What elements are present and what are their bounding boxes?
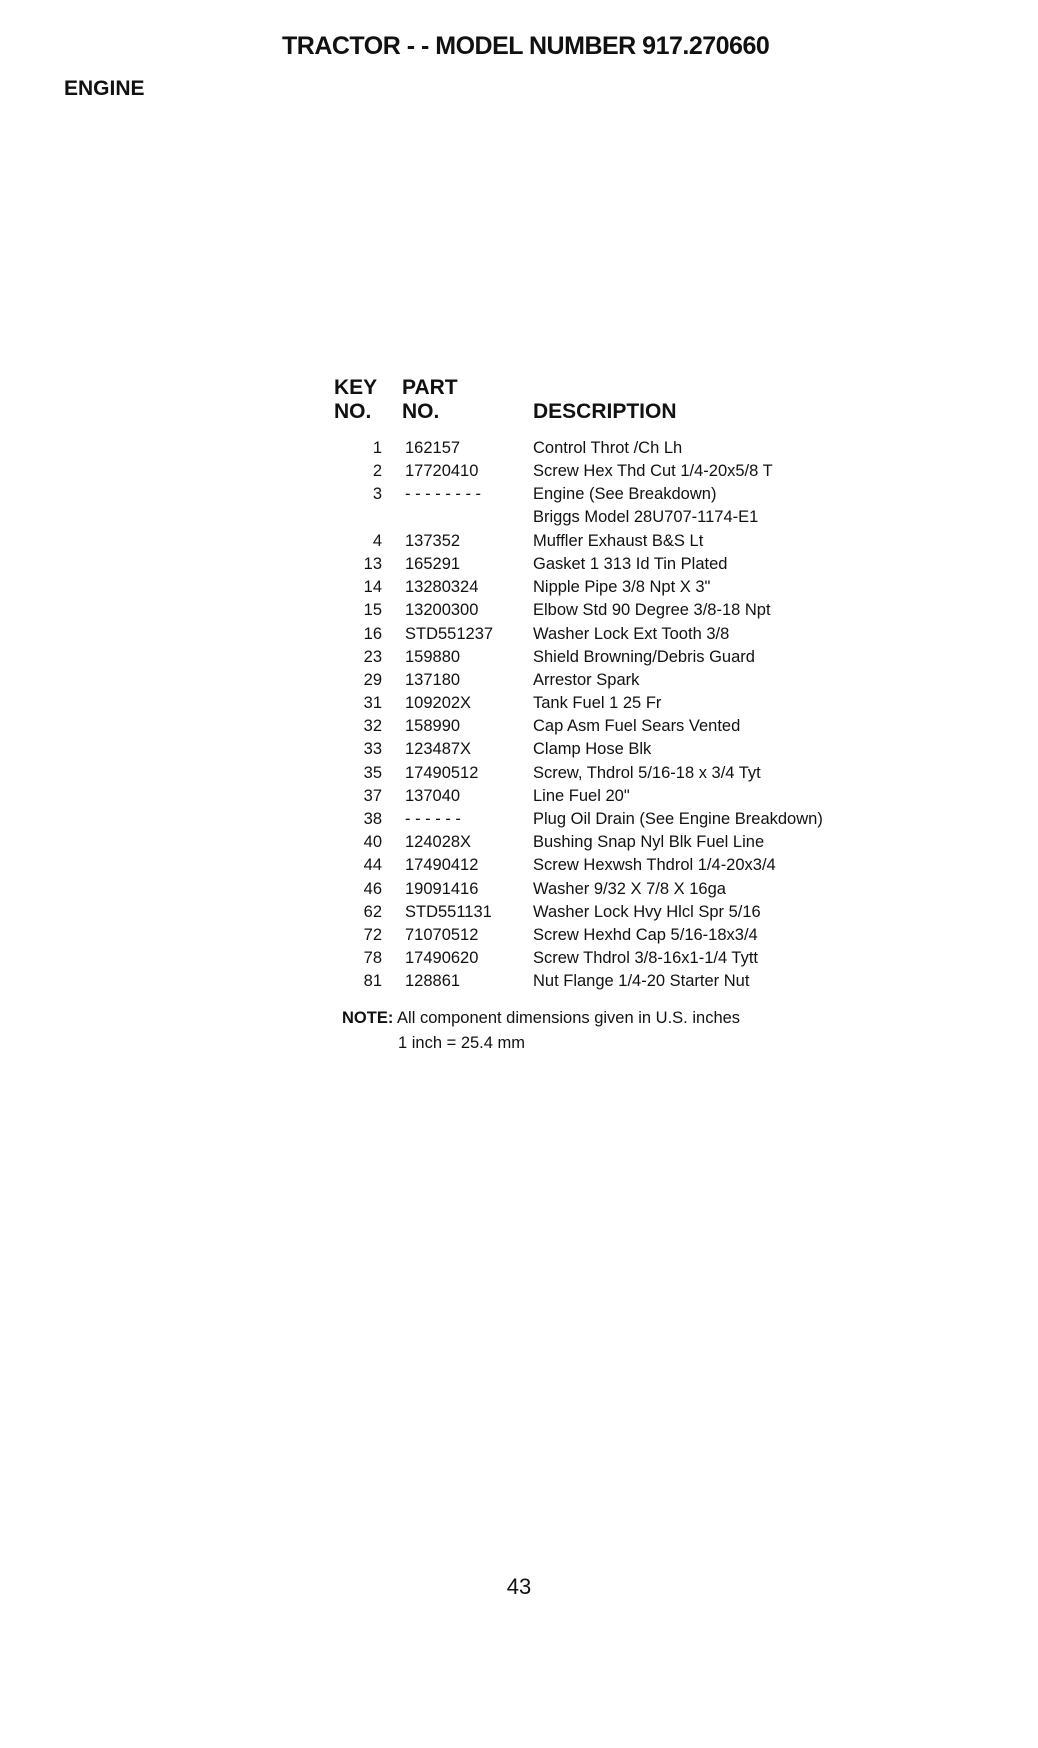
part-number: 71070512 — [405, 925, 479, 944]
part-description-text: Washer Lock Hvy Hlcl Spr 5/16 — [533, 902, 761, 921]
part-description-text: Clamp Hose Blk — [533, 740, 652, 759]
part-number: 17490620 — [405, 949, 479, 968]
part-row — [0, 831, 1038, 854]
part-number: 17490512 — [405, 763, 479, 782]
key-number: 15 — [363, 601, 382, 620]
column-header-key-line1: KEY — [334, 376, 378, 399]
part-row — [0, 901, 1038, 924]
part-row — [0, 483, 1038, 529]
part-description — [533, 854, 776, 877]
column-header-part-line1: PART — [402, 376, 458, 399]
part-description-text: Plug Oil Drain (See Engine Breakdown) — [533, 810, 823, 829]
part-description — [533, 947, 758, 970]
part-row — [0, 460, 1038, 483]
part-description — [533, 924, 758, 947]
part-description — [533, 808, 823, 831]
part-description — [533, 669, 639, 692]
key-number: 16 — [363, 624, 382, 643]
part-number: 13280324 — [405, 578, 479, 597]
part-number: 123487X — [405, 740, 472, 759]
part-description — [533, 460, 773, 483]
part-number: 159880 — [405, 647, 461, 666]
key-number: 81 — [363, 972, 382, 991]
part-number: 162157 — [405, 439, 461, 457]
part-description — [533, 738, 651, 761]
part-number: 109202X — [405, 694, 472, 713]
part-row — [0, 738, 1038, 761]
part-description-text: Screw Hex Thd Cut 1/4-20x5/8 T — [533, 462, 773, 481]
part-description-text: Engine (See Breakdown) — [533, 485, 717, 504]
part-row — [0, 715, 1038, 738]
part-description-text: Screw Hexwsh Thdrol 1/4-20x3/4 — [533, 856, 776, 875]
key-number: 40 — [363, 833, 382, 852]
key-number: 78 — [363, 949, 382, 968]
key-number: 46 — [363, 879, 382, 898]
note-text: All component dimensions given in U.S. inches — [397, 1009, 741, 1027]
part-description — [533, 553, 727, 576]
note-conversion: 1 inch = 25.4 mm — [398, 1034, 526, 1052]
part-number: 124028X — [405, 833, 472, 852]
part-description — [533, 785, 630, 808]
part-number: STD551237 — [405, 624, 494, 643]
part-description — [533, 831, 764, 854]
part-number: 17720410 — [405, 462, 479, 481]
column-header-key-line2: NO. — [334, 400, 372, 423]
part-row — [0, 970, 1038, 993]
page-title: TRACTOR - - MODEL NUMBER 917.270660 — [282, 32, 770, 60]
key-number: 23 — [363, 647, 382, 666]
key-number: 4 — [372, 531, 382, 550]
part-description — [533, 530, 703, 553]
part-number: 158990 — [405, 717, 461, 736]
part-row — [0, 437, 1038, 460]
part-description — [533, 483, 758, 529]
part-number: 128861 — [405, 972, 461, 991]
part-row — [0, 646, 1038, 669]
key-number: 1 — [372, 439, 382, 457]
column-header-part-no — [402, 376, 458, 424]
part-description — [533, 715, 740, 738]
part-description-text: Gasket 1 313 Id Tin Plated — [533, 554, 728, 573]
part-description-text: Washer 9/32 X 7/8 X 16ga — [533, 879, 726, 898]
part-description — [533, 970, 749, 993]
note — [342, 1006, 740, 1030]
part-description-text: Muffler Exhaust B&S Lt — [533, 531, 704, 550]
page-number: 43 — [506, 1574, 532, 1599]
part-description-text: Nipple Pipe 3/8 Npt X 3" — [533, 578, 711, 597]
key-number: 13 — [363, 554, 382, 573]
part-row — [0, 762, 1038, 785]
part-description — [533, 576, 710, 599]
part-description — [533, 437, 682, 460]
part-row — [0, 669, 1038, 692]
part-description-text: Tank Fuel 1 25 Fr — [533, 694, 662, 713]
part-description-text: Screw Hexhd Cap 5/16-18x3/4 — [533, 925, 758, 944]
key-number: 3 — [372, 485, 382, 504]
part-number: 17490412 — [405, 856, 479, 875]
part-description-text: Cap Asm Fuel Sears Vented — [533, 717, 741, 736]
key-number: 31 — [363, 694, 382, 713]
part-description-text: Elbow Std 90 Degree 3/8-18 Npt — [533, 601, 771, 620]
part-row — [0, 553, 1038, 576]
part-description-text: Washer Lock Ext Tooth 3/8 — [533, 624, 730, 643]
part-number: 137040 — [405, 786, 461, 805]
part-row — [0, 947, 1038, 970]
column-header-part-line2: NO. — [402, 400, 440, 423]
part-description — [533, 646, 755, 669]
key-number: 44 — [363, 856, 382, 875]
part-number: 13200300 — [405, 601, 479, 620]
part-description-text: Arrestor Spark — [533, 670, 640, 689]
section-title: ENGINE — [64, 77, 145, 100]
part-row — [0, 623, 1038, 646]
part-number: - - - - - - — [405, 810, 461, 829]
column-header-key-no — [334, 376, 377, 424]
key-number: 32 — [363, 717, 382, 736]
part-row — [0, 808, 1038, 831]
part-description-text: Bushing Snap Nyl Blk Fuel Line — [533, 833, 765, 852]
part-number: 19091416 — [405, 879, 479, 898]
part-description — [533, 623, 729, 646]
part-row — [0, 854, 1038, 877]
part-row — [0, 599, 1038, 622]
part-description-text: Line Fuel 20" — [533, 786, 630, 805]
part-description-text: Screw Thdrol 3/8-16x1-1/4 Tytt — [533, 949, 758, 968]
part-description — [533, 599, 771, 622]
key-number: 35 — [363, 763, 382, 782]
part-description — [533, 762, 761, 785]
part-description-detail: Briggs Model 28U707-1174-E1 — [533, 508, 759, 527]
note-label: NOTE: — [342, 1009, 394, 1027]
part-number: STD551131 — [405, 902, 492, 921]
part-row — [0, 692, 1038, 715]
key-number: 2 — [372, 462, 382, 481]
key-number: 72 — [363, 925, 382, 944]
part-description — [533, 692, 661, 715]
key-number: 29 — [363, 670, 382, 689]
key-number: 62 — [363, 902, 382, 921]
key-number: 14 — [363, 578, 382, 597]
part-description-text: Screw, Thdrol 5/16-18 x 3/4 Tyt — [533, 763, 761, 782]
key-number: 37 — [363, 786, 382, 805]
parts-list — [0, 437, 1038, 994]
part-description-text: Control Throt /Ch Lh — [533, 439, 683, 457]
part-description-text: Nut Flange 1/4-20 Starter Nut — [533, 972, 750, 991]
part-row — [0, 530, 1038, 553]
part-description — [533, 878, 726, 901]
part-number: 137352 — [405, 531, 461, 550]
part-row — [0, 878, 1038, 901]
part-description — [533, 901, 761, 924]
part-number: 137180 — [405, 670, 461, 689]
part-number: 165291 — [405, 554, 461, 573]
part-row — [0, 576, 1038, 599]
part-row — [0, 924, 1038, 947]
part-description-text: Shield Browning/Debris Guard — [533, 647, 755, 666]
part-number: - - - - - - - - — [405, 485, 482, 504]
key-number: 38 — [363, 810, 382, 829]
key-number: 33 — [363, 740, 382, 759]
part-row — [0, 785, 1038, 808]
column-header-description: DESCRIPTION — [533, 400, 677, 423]
